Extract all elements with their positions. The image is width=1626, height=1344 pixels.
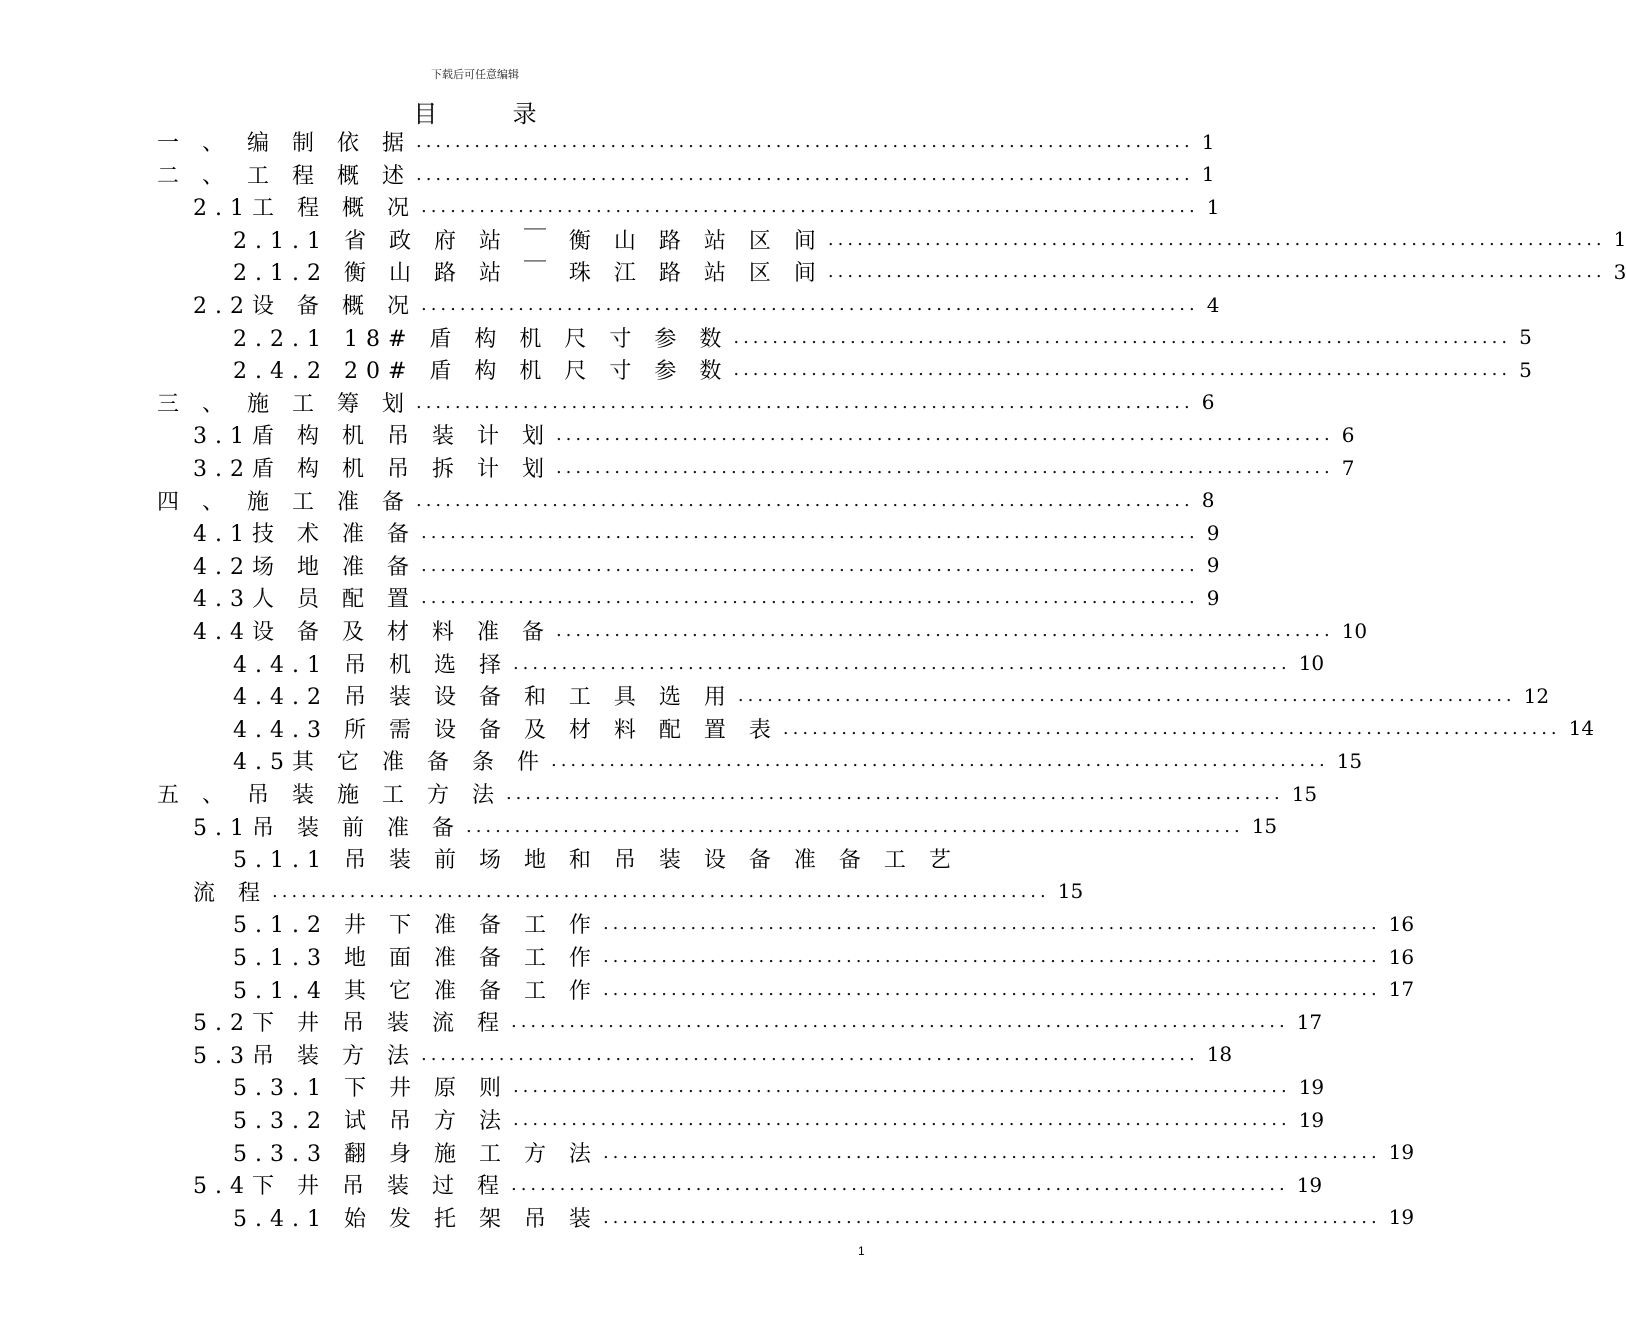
toc-entry[interactable] [193, 1005, 1323, 1038]
toc-entry-leader-dots: ................................................................................ [737, 685, 1516, 707]
toc-entry[interactable] [193, 288, 1220, 321]
toc-entry-leader-dots: ................................................................................ [272, 880, 1050, 902]
toc-entry-label: 一 、 编 制 依 据 [157, 131, 412, 156]
toc-entry[interactable] [193, 549, 1220, 582]
toc-entry[interactable] [157, 386, 1215, 419]
toc-entry-page: 19 [1388, 1140, 1415, 1165]
toc-entry[interactable] [233, 1136, 1415, 1169]
toc-entry[interactable] [233, 255, 1626, 288]
toc-entry-leader-dots: ................................................................................ [733, 326, 1512, 348]
toc-entry-leader-dots: ................................................................................ [733, 359, 1512, 381]
toc-entry[interactable] [193, 190, 1220, 223]
toc-entry[interactable] [233, 353, 1532, 386]
toc-entry[interactable] [233, 842, 959, 875]
toc-entry-label: 三 、 施 工 筹 划 [157, 391, 412, 417]
toc-entry-label: 4.4.3 所 需 设 备 及 材 料 配 置 表 [233, 717, 779, 743]
toc-entry-page: 14 [1568, 716, 1595, 741]
toc-entry-leader-dots: ................................................................................ [512, 1109, 1291, 1130]
toc-entry-label: 4.2场 地 准 备 [193, 554, 417, 580]
toc-entry-page: 1 [1201, 129, 1215, 154]
toc-entry-label: 5.4.1 始 发 托 架 吊 装 [233, 1206, 599, 1232]
toc-entry[interactable] [233, 940, 1415, 973]
toc-entry[interactable] [233, 321, 1532, 354]
toc-entry-leader-dots: ................................................................................ [555, 620, 1334, 641]
toc-entry-page: 7 [1341, 455, 1355, 480]
toc-entry-label: 4.4设 备 及 材 料 准 备 [193, 620, 552, 645]
toc-title [0, 94, 950, 129]
page-number: 1 [858, 1244, 865, 1258]
toc-entry-label: 流 程 [193, 880, 268, 906]
toc-entry-page: 18 [1206, 1042, 1233, 1067]
toc-entry-label: 二 、 工 程 概 述 [157, 163, 412, 189]
toc-entry-label: 3.2盾 构 机 吊 拆 计 划 [193, 457, 552, 482]
toc-entry-page: 16 [1388, 911, 1415, 936]
toc-entry-leader-dots: ................................................................................ [827, 228, 1606, 250]
toc-entry-label: 4.3人 员 配 置 [193, 587, 417, 613]
toc-entry-label: 4.5其 它 准 备 条 件 [233, 750, 547, 776]
toc-entry-page: 15 [1251, 814, 1278, 839]
toc-entry-leader-dots: ................................................................................ [782, 717, 1561, 739]
toc-entry[interactable] [233, 647, 1325, 680]
toc-entry-leader-dots: ................................................................................ [465, 815, 1244, 837]
toc-entry-leader-dots: ................................................................................ [827, 261, 1606, 283]
toc-entry-leader-dots: ................................................................................ [602, 978, 1381, 1000]
toc-entry-label: 四 、 施 工 准 备 [157, 489, 412, 515]
toc-entry-leader-dots: ................................................................................ [420, 522, 1199, 544]
toc-entry[interactable] [193, 810, 1278, 843]
toc-title-char-1: 目 [413, 100, 438, 128]
toc-entry-page: 15 [1336, 748, 1363, 773]
toc-entry-leader-dots: ................................................................................ [415, 391, 1194, 413]
toc-entry-label: 5.1吊 装 前 准 备 [193, 815, 462, 841]
toc-entry-label: 2.1.1 省 政 府 站 ￣ 衡 山 路 站 区 间 [233, 228, 824, 254]
toc-entry-label: 4.1技 术 准 备 [193, 522, 417, 548]
toc-entry-page: 1 [1201, 162, 1215, 187]
toc-entry-leader-dots: ................................................................................ [505, 783, 1284, 804]
toc-entry[interactable] [233, 712, 1595, 745]
toc-entry-leader-dots: ................................................................................ [512, 1076, 1291, 1098]
toc-entry-label: 5.1.3 地 面 准 备 工 作 [233, 946, 599, 971]
toc-entry-leader-dots: ................................................................................ [420, 554, 1199, 576]
toc-entry-page: 4 [1206, 292, 1220, 317]
toc-entry-page: 15 [1057, 879, 1084, 904]
toc-entry-leader-dots: ................................................................................ [602, 1206, 1381, 1228]
toc-entry[interactable] [233, 679, 1550, 712]
toc-entry[interactable] [193, 418, 1355, 451]
toc-entry-label: 5.2下 井 吊 装 流 程 [193, 1011, 507, 1037]
toc-entry[interactable] [193, 451, 1355, 484]
toc-entry-page: 9 [1206, 553, 1220, 578]
page-header: 下载后可任意编辑 [431, 68, 519, 81]
toc-entry-page: 1 [1206, 194, 1220, 219]
toc-entry-leader-dots: ................................................................................ [510, 1011, 1289, 1033]
toc-entry[interactable] [233, 907, 1415, 940]
toc-entry-page: 17 [1296, 1009, 1323, 1034]
toc-entry-label: 5.1.1 吊 装 前 场 地 和 吊 装 设 备 准 备 工 艺 [233, 848, 959, 874]
toc-entry-page: 8 [1201, 488, 1215, 513]
toc-entry-page: 19 [1296, 1172, 1323, 1197]
toc-entry-label: 5.1.4 其 它 准 备 工 作 [233, 978, 599, 1004]
toc-entry[interactable] [157, 158, 1215, 191]
toc-entry[interactable] [233, 1070, 1325, 1103]
toc-entry-label: 5.3.2 试 吊 方 法 [233, 1109, 509, 1134]
toc-entry-page: 9 [1206, 520, 1220, 545]
toc-entry-page: 19 [1388, 1205, 1415, 1230]
toc-entry-label: 2.1.2 衡 山 路 站 ￣ 珠 江 路 站 区 间 [233, 261, 824, 287]
toc-entry-label: 5.3.1 下 井 原 则 [233, 1076, 509, 1102]
toc-entry-label: 2.4.2 20# 盾 构 机 尺 寸 参 数 [233, 359, 730, 385]
toc-entry-leader-dots: ................................................................................ [550, 750, 1329, 772]
toc-entry[interactable] [193, 875, 1084, 908]
toc-entry-page: 10 [1298, 651, 1325, 676]
toc-entry[interactable] [193, 516, 1220, 549]
toc-entry-leader-dots: ................................................................................ [555, 424, 1334, 446]
toc-entry-label: 5.4下 井 吊 装 过 程 [193, 1174, 507, 1200]
toc-entry-page: 6 [1341, 422, 1355, 447]
toc-entry-label: 5.3.3 翻 身 施 工 方 法 [233, 1141, 599, 1167]
toc-entry-page: 17 [1388, 977, 1415, 1002]
toc-entry-leader-dots: ................................................................................ [512, 652, 1291, 674]
toc-entry-leader-dots: ................................................................................ [420, 1043, 1199, 1065]
toc-entry-label: 2.2设 备 概 况 [193, 294, 417, 319]
toc-entry-leader-dots: ................................................................................ [420, 294, 1199, 315]
toc-entry-leader-dots: ................................................................................ [510, 1174, 1289, 1196]
toc-entry-label: 5.3吊 装 方 法 [193, 1043, 417, 1069]
toc-title-char-2: 录 [512, 100, 537, 128]
toc-entry-leader-dots: ................................................................................ [415, 489, 1194, 511]
toc-entry[interactable] [193, 1168, 1323, 1201]
toc-entry-label: 五 、 吊 装 施 工 方 法 [157, 783, 502, 808]
toc-entry-page: 6 [1201, 390, 1215, 415]
toc-entry-leader-dots: ................................................................................ [415, 163, 1194, 185]
toc-entry-label: 3.1盾 构 机 吊 装 计 划 [193, 424, 552, 450]
toc-entry[interactable] [157, 125, 1215, 158]
toc-entry-page: 16 [1388, 944, 1415, 969]
toc-entry[interactable] [233, 1103, 1325, 1136]
toc-entry[interactable] [193, 614, 1368, 647]
toc-entry-page: 1 [1613, 227, 1626, 252]
toc-entry-label: 2.1工 程 概 况 [193, 196, 417, 222]
toc-entry-page: 15 [1291, 781, 1318, 806]
toc-entry-leader-dots: ................................................................................ [415, 131, 1194, 152]
toc-entry-leader-dots: ................................................................................ [602, 946, 1381, 967]
toc-entry[interactable] [233, 1201, 1415, 1234]
toc-entry[interactable] [193, 581, 1220, 614]
toc-entry-leader-dots: ................................................................................ [602, 1141, 1381, 1163]
toc-entry-page: 9 [1206, 585, 1220, 610]
toc-entry[interactable] [233, 973, 1415, 1006]
toc-entry-leader-dots: ................................................................................ [555, 457, 1334, 478]
toc-entry[interactable] [157, 777, 1318, 810]
toc-entry-leader-dots: ................................................................................ [602, 913, 1381, 935]
toc-entry-label: 2.2.1 18# 盾 构 机 尺 寸 参 数 [233, 326, 730, 352]
toc-entry-page: 5 [1519, 325, 1532, 350]
toc-entry[interactable] [193, 1038, 1233, 1071]
toc-entry-page: 19 [1298, 1074, 1325, 1099]
toc-entry-label: 4.4.2 吊 装 设 备 和 工 具 选 用 [233, 685, 734, 711]
toc-entry-leader-dots: ................................................................................ [420, 196, 1199, 218]
toc-entry-label: 4.4.1 吊 机 选 择 [233, 652, 509, 678]
toc-entry[interactable] [233, 223, 1626, 256]
toc-entry-label: 5.1.2 井 下 准 备 工 作 [233, 913, 599, 939]
toc-entry-page: 10 [1341, 618, 1368, 643]
toc-entry[interactable] [233, 744, 1363, 777]
toc-entry-page: 5 [1519, 357, 1532, 382]
toc-entry-page: 12 [1523, 683, 1550, 708]
toc-entry[interactable] [157, 484, 1215, 517]
toc-entry-page: 3 [1613, 259, 1626, 284]
toc-entry-leader-dots: ................................................................................ [420, 587, 1199, 609]
toc-entry-page: 19 [1298, 1107, 1325, 1132]
